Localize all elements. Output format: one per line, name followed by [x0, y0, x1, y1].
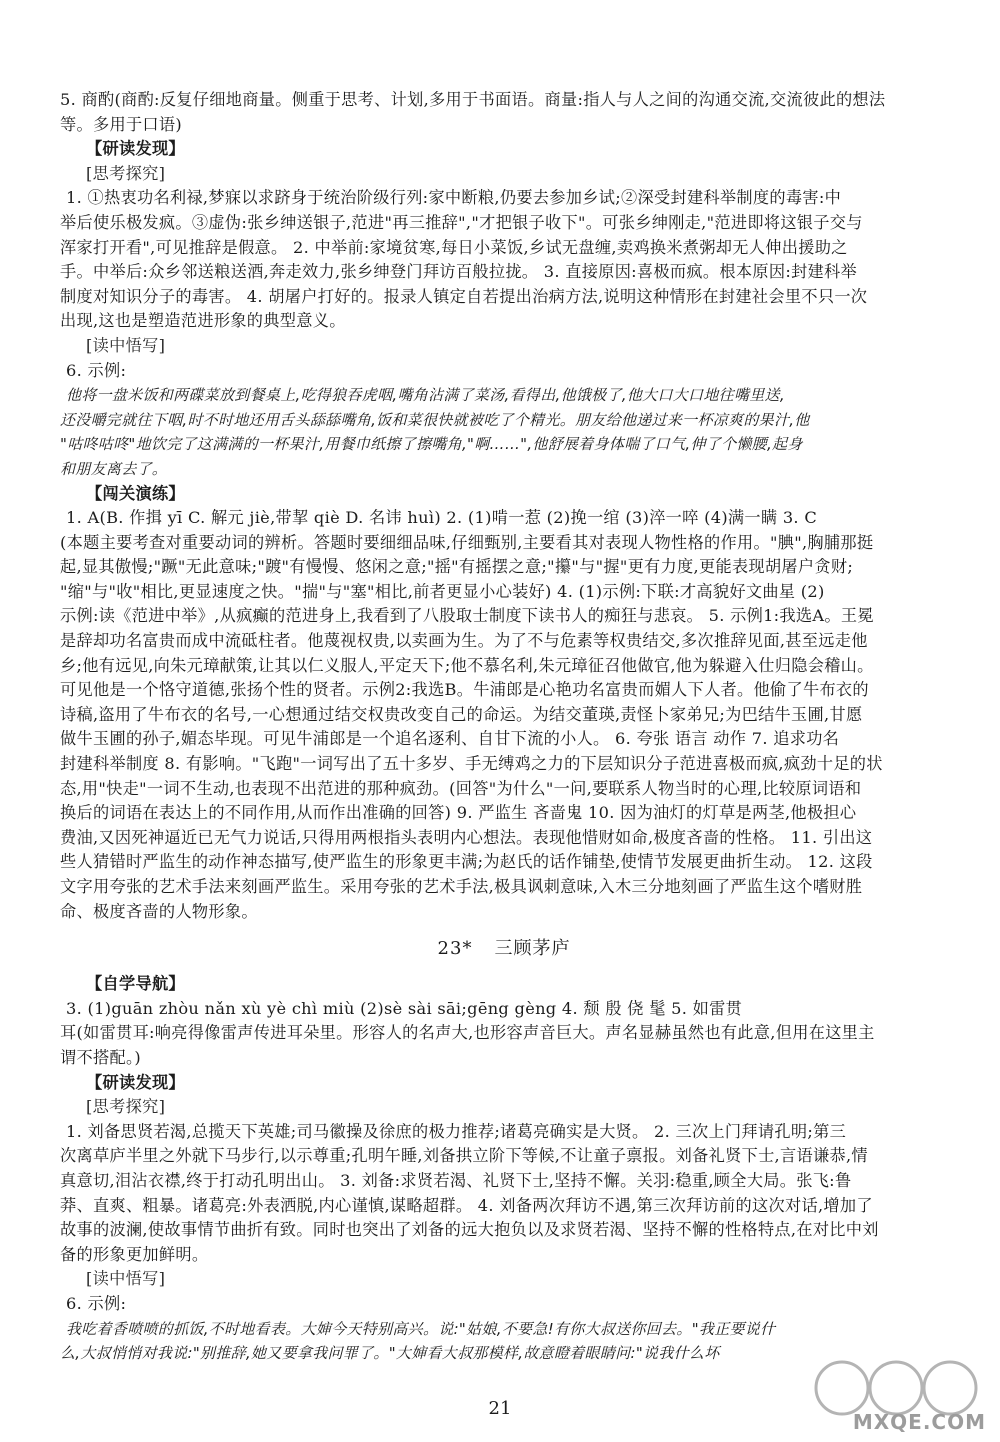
text-line: 命、极度吝啬的人物形象。 [60, 901, 258, 921]
text-line: 1. 刘备思贤若渴,总揽天下英雄;司马徽操及徐庶的极力推荐;诸葛亮确实是大贤。 2. 三次上门拜请孔明;第三 [66, 1121, 847, 1141]
text-line: 真意切,泪沾衣襟,终于打动孔明出山。 3. 刘备:求贤若渴、礼贤下士,坚持不懈。关羽:稳重,顾全大局。张飞:鲁 [60, 1170, 852, 1190]
section-title [60, 934, 948, 964]
text-line: 诗稿,盗用了牛布衣的名号,一心想通过结交权贵改变自己的命运。为结交董瑛,责怪卜家弟兄;为巴结牛玉圃,甘愿 [60, 704, 863, 724]
text-line: 次离草庐半里之外就下马步行,以示尊重;孔明午睡,刘备拱立阶下等候,不让童子禀报。刘备礼贤下士,言语谦恭,情 [60, 1146, 868, 1166]
text-line: 等。多用于口语) [60, 114, 183, 134]
text-line: 手。中举后:众乡邻送粮送酒,奔走效力,张乡绅登门拜访百般拉拢。 3. 直接原因:喜极而疯。根本原因:封建科举 [60, 262, 858, 282]
text-line: 还没嚼完就往下咽,时不时地还用舌头舔舔嘴角,饭和菜很快就被吃了个精光。朋友给他递过来一杯凉爽的果汁,他 [60, 410, 810, 429]
text-line: 他将一盘米饭和两碟菜放到餐桌上,吃得狼吞虎咽,嘴角沾满了菜汤,看得出,他饿极了,他大口大口地往嘴里送, [66, 386, 785, 405]
text-line: 和朋友离去了。 [60, 459, 168, 478]
text-line: [思考探究] [86, 163, 166, 183]
text-line: 6. 示例: [66, 1293, 127, 1313]
text-line: 制度对知识分子的毒害。 4. 胡屠户打好的。报录人镇定自若提出治病方法,说明这种情形在封建社会里不只一次 [60, 286, 868, 306]
text-line: 做牛玉圃的孙子,媚态毕现。可见牛浦郎是一个追名逐利、自甘下流的小人。 6. 夸张 语言 动作 7. 追求功名 [60, 729, 840, 749]
text-line: 么,大叔悄悄对我说:"别推辞,她又要拿我问罪了。"大婶看大叔那模样,故意瞪着眼睛问:"说我什么坏 [60, 1344, 720, 1363]
text-line: 5. 商酌(商酌:反复仔细地商量。侧重于思考、计划,多用于书面语。商量:指人与人之间的沟通交流,交流彼此的想法 [60, 90, 886, 109]
text-line: 耳(如雷贯耳:响亮得像雷声传进耳朵里。形容人的名声大,也形容声音巨大。声名显赫虽然也有此意,但用在这里主 [60, 1023, 875, 1043]
text-line: 浑家打开看",可见推辞是假意。 2. 中举前:家境贫寒,每日小菜饭,乡试无盘缠,卖鸡换米煮粥却无人伸出援助之 [60, 237, 848, 257]
text-line: 我吃着香喷喷的抓饭,不时地看表。大婶今天特别高兴。说:"姑娘,不要急!有你大叔送你回去。"我正要说什 [66, 1319, 776, 1338]
text-line: [读中悟写] [86, 335, 166, 355]
text-line: 1. A(B. 作揖 yī C. 解元 jiè,带挈 qiè D. 名讳 huì) 2. (1)啃一惹 (2)挽一绾 (3)淬一啐 (4)满一瞒 3. C [66, 508, 818, 528]
text-line: 3. (1)guān zhòu nǎn xù yè chì miù (2)sè sài sāi;gēng gèng 4. 颓 殷 侥 髦 5. 如雷贯 [66, 998, 743, 1018]
text-line: 1. ①热衷功名利禄,梦寐以求跻身于统治阶级行列:家中断粮,仍要去参加乡试;②深受封建科举制度的毒害:中 [66, 188, 842, 208]
text-line: 【研读发现】 [86, 139, 185, 159]
page-number: 21 [488, 1398, 512, 1419]
text-line: 举后使乐极发疯。③虚伪:张乡绅送银子,范进"再三推辞","才把银子收下"。可张乡绅刚走,"范进即将这银子交与 [60, 212, 863, 232]
text-line: 谓不搭配。) [60, 1047, 141, 1067]
text-line: [读中悟写] [86, 1269, 166, 1289]
text-line: "缩"与"收"相比,更显速度之快。"揣"与"塞"相比,前者更显小心装好) 4. (1)示例:下联:才高貌好文曲星 (2) [60, 581, 825, 601]
lesson-number: 23* [437, 938, 473, 960]
text-line: 换后的词语在表达上的不同作用,从而作出准确的回答) 9. 严监生 吝啬鬼 10. 因为油灯的灯草是两茎,他极担心 [60, 803, 857, 823]
text-line: 【自学导航】 [86, 974, 185, 994]
text-line: 起,显其傲慢;"蹶"无此意味;"踱"有慢慢、悠闲之意;"摇"有摇摆之意;"攥"与"握"更有力度,更能表现胡屠户贪财; [60, 557, 854, 577]
lesson-title: 三顾茅庐 [494, 938, 571, 960]
answer-block-23 [60, 972, 948, 1366]
text-line: "咕咚咕咚"地饮完了这满满的一杯果汁,用餐巾纸擦了擦嘴角,"啊……",他舒展着身体喘了口气,伸了个懒腰,起身 [60, 435, 803, 454]
text-line: 【闯关演练】 [86, 483, 185, 503]
text-line: 乡;他有远见,向朱元璋献策,让其以仁义服人,平定天下;他不慕名利,朱元璋征召他做官,他为躲避入仕归隐会稽山。 [60, 655, 874, 675]
text-line: 文字用夸张的艺术手法来刻画严监生。采用夸张的艺术手法,极具讽刺意味,入木三分地刻画了严监生这个嗜财胜 [60, 877, 863, 896]
text-line: 态,用"快走"一词不生动,也表现不出范进的那种疯劲。(回答"为什么"一问,要联系人物当时的心理,比较原词语和 [60, 778, 862, 798]
text-line: 备的形象更加鲜明。 [60, 1244, 209, 1264]
text-line: 示例:读《范进中举》,从疯癫的范进身上,我看到了八股取士制度下读书人的痴狂与悲哀。 5. 示例1:我选A。王冕 [60, 606, 874, 626]
text-line: (本题主要考查对重要动词的辨析。答题时要细细品味,仔细甄别,主要看其对表现人物性格的作用。"腆",胸脯那挺 [60, 532, 874, 552]
text-line: 是辞却功名富贵而成中流砥柱者。他蔑视权贵,以卖画为生。为了不与危素等权贵结交,多次推辞见面,甚至远走他 [60, 631, 868, 651]
text-line: 封建科举制度 8. 有影响。"飞跑"一词写出了五十多岁、手无缚鸡之力的下层知识分子范进喜极而疯,疯劲十足的状 [60, 754, 883, 774]
document-page [60, 88, 948, 1366]
text-line: [思考探究] [86, 1097, 166, 1117]
answer-block-22 [60, 88, 948, 924]
text-line: 些人猜错时严监生的动作神态描写,使严监生的形象更丰满;为赵氏的话作铺垫,使情节发展更曲折生动。 12. 这段 [60, 852, 873, 872]
text-line: 故事的波澜,使故事情节曲折有致。同时也突出了刘备的远大抱负以及求贤若渴、坚持不懈的性格特点,在对比中刘 [60, 1220, 879, 1240]
text-line: 【研读发现】 [86, 1072, 185, 1092]
text-line: 可见他是一个恪守道德,张扬个性的贤者。示例2:我选B。牛浦郎是心艳功名富贵而媚人下人者。他偷了牛布衣的 [60, 680, 869, 700]
text-line: 6. 示例: [66, 360, 127, 380]
text-line: 费油,又因死神逼近已无气力说话,只得用两根指头表明内心想法。表现他惜财如命,极度吝啬的性格。 11. 引出这 [60, 827, 873, 847]
text-line: 出现,这也是塑造范进形象的典型意义。 [60, 311, 346, 331]
text-line: 莽、直爽、粗暴。诸葛亮:外表洒脱,内心谨慎,谋略超群。 4. 刘备两次拜访不遇,第三次拜访前的这次对话,增加了 [60, 1195, 873, 1215]
watermark-text: MXQE.COM [852, 1410, 986, 1434]
